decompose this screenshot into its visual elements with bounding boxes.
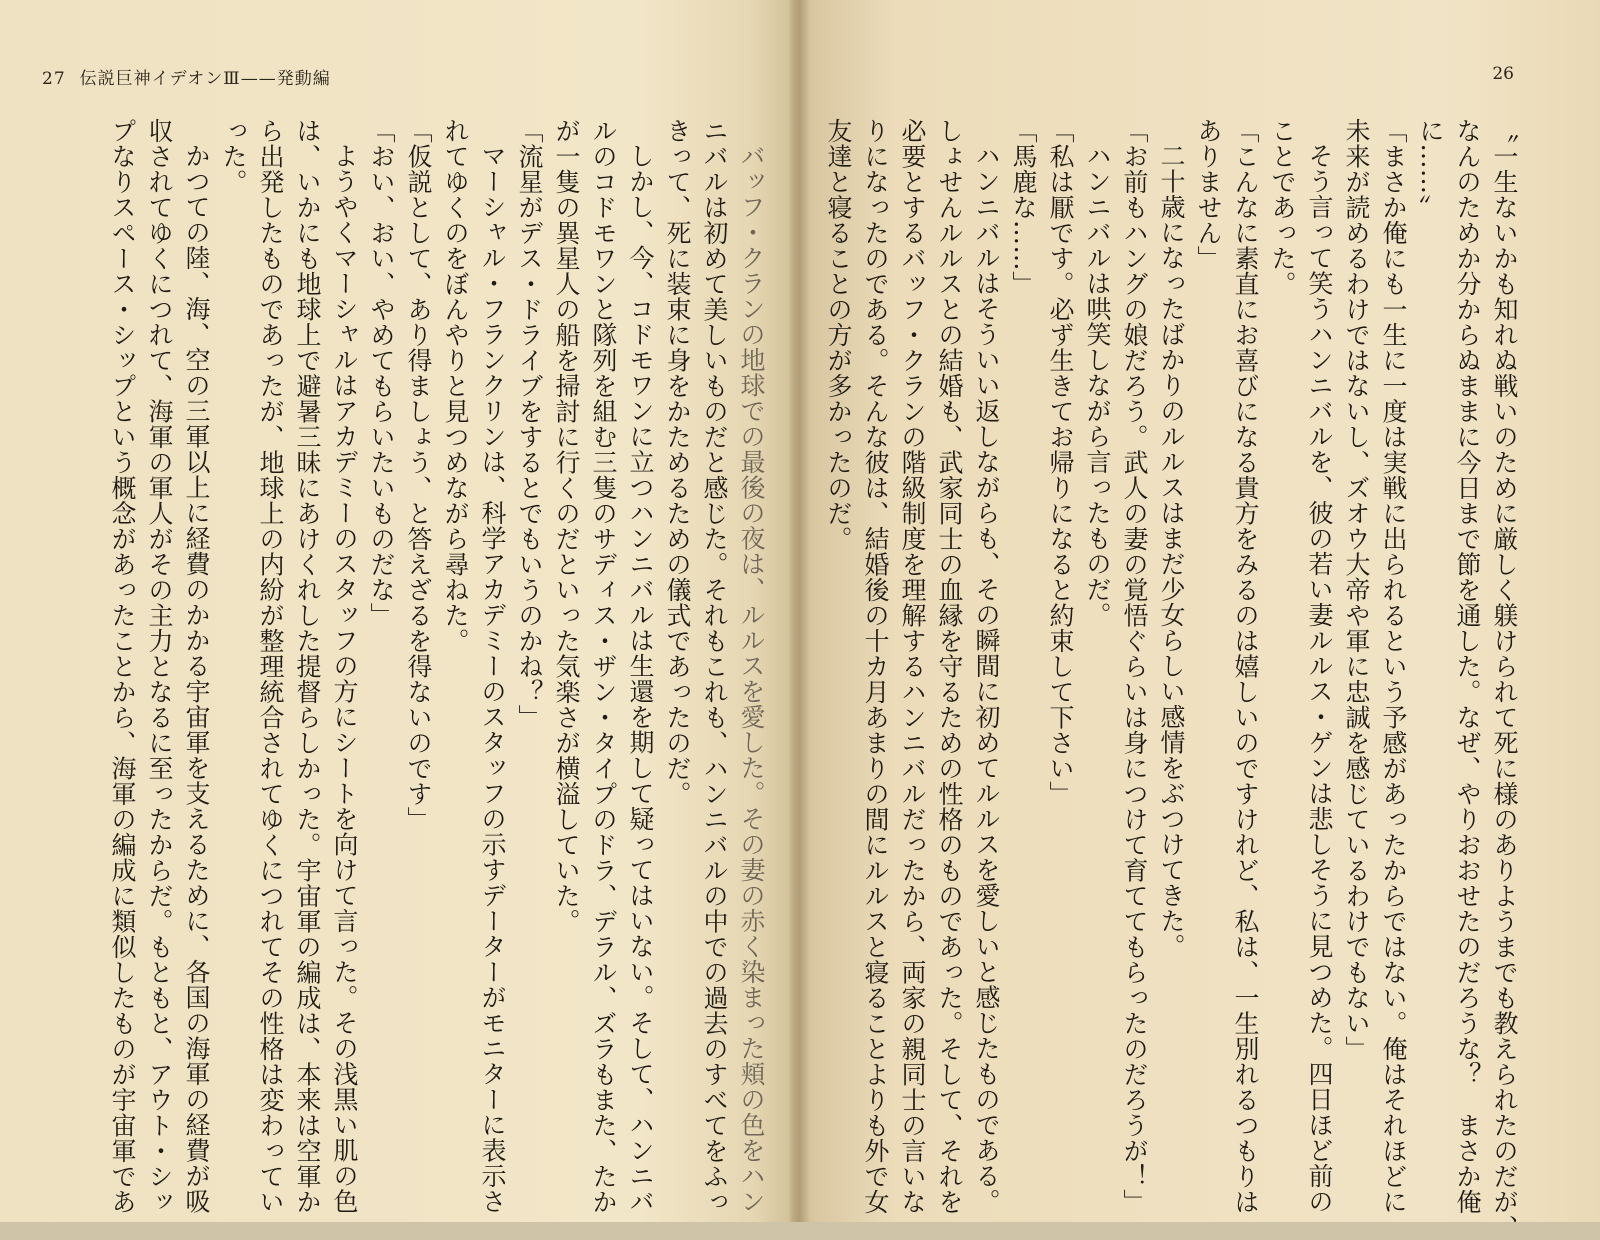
running-title: 伝説巨神イデオンⅢ——発動編 — [79, 69, 331, 89]
text-column: に……〟 — [1416, 118, 1445, 220]
text-column: そう言って笑うハンニバルを、彼の若い妻ルルス・ゲンは悲しそうに見つめた。四日ほど前の — [1305, 143, 1334, 1214]
text-column: りになったのである。そんな彼は、結婚後の十カ月あまりの間にルルスと寝ることよりも外で女 — [861, 118, 890, 1215]
text-column: 必要とするバッフ・クランの階級制度を理解するハンニバルだったから、両家の親同士の言いな — [898, 118, 927, 1215]
text-column: 収されてゆくにつれて、海軍の軍人がその主力となるに至ったからだ。もともと、アウト・シッ — [145, 118, 174, 1215]
text-column: ルのコドモワンと隊列を組む三隻のサディス・ザン・タイプのドラ、デラル、ズラもまた、たか — [589, 118, 618, 1215]
text-column: 友達と寝ることの方が多かったのだ。 — [824, 118, 853, 552]
text-column: 「流星がデス・ドライブをするとでもいうのかね？」 — [515, 118, 544, 730]
text-column: れてゆくのをぼんやりと見つめながら尋ねた。 — [441, 118, 470, 654]
running-header — [42, 64, 331, 89]
text-column: 「私は厭です。必ず生きてお帰りになると約束して下さい」 — [1046, 118, 1075, 807]
text-column: 「おい、おい、やめてもらいたいものだな」 — [367, 118, 396, 628]
text-column: かつての陸、海、空の三軍以上に経費のかかる宇宙軍を支えるために、各国の海軍の経費が吸 — [182, 143, 211, 1214]
text-column: きって、死に装束に身をかためるための儀式であったのだ。 — [663, 118, 692, 807]
text-column: 「こんなに素直にお喜びになる貴方をみるのは嬉しいのですけれど、私は、一生別れるつもりは — [1231, 118, 1260, 1215]
text-column: しかし、今、コドモワンに立つハンニバルは生還を期して疑ってはいない。そして、ハンニバ — [626, 143, 655, 1214]
text-column: ら出発したものであったが、地球上の内紛が整理統合されてゆくにつれてその性格は変わってい — [256, 118, 285, 1215]
text-column: 「馬鹿な……」 — [1009, 118, 1038, 297]
left-page-number: 27 — [42, 69, 66, 89]
text-column: 未来が読めるわけではないし、ズオウ大帝や軍に忠誠を感じているわけでもない」 — [1342, 118, 1371, 1062]
text-column: しょせんルルスとの結婚も、武家同士の血縁を守るための性格のものであった。そして、それを — [935, 118, 964, 1215]
text-column: マーシャル・フランクリンは、科学アカデミーのスタッフの示すデーターがモニターに表示さ — [478, 143, 507, 1214]
text-column: 二十歳になったばかりのルルスはまだ少女らしい感情をぶつけてきた。 — [1157, 143, 1186, 959]
text-column: なんのためか分からぬままに今日まで節を通した。なぜ、やりおおせたのだろうな？ まさか俺 — [1453, 118, 1482, 1215]
text-column: ハンニバルはそういい返しながらも、その瞬間に初めてルルスを愛しいと感じたものである。 — [972, 143, 1001, 1214]
left-page-body — [35, 118, 770, 1215]
left-page — [0, 0, 795, 1222]
text-column: は、いかにも地球上で避暑三昧にあけくれした提督らしかった。宇宙軍の編成は、本来は空軍か — [293, 118, 322, 1215]
text-column: 「お前もハングの娘だろう。武人の妻の覚悟ぐらいは身につけて育ててもらったのだろうが！」 — [1120, 118, 1149, 1215]
text-column: 〝一生ないかも知れぬ戦いのために厳しく躾けられて死に様のありようまでも教えられたのだが、 — [1490, 118, 1519, 1240]
text-column: ありません」 — [1194, 118, 1223, 271]
text-column: プなりスペース・シップという概念があったことから、海軍の編成に類似したものが宇宙軍であ — [108, 118, 137, 1215]
text-column: 「まさか俺にも一生に一度は実戦に出られるという予感があったからではない。俺はそれほどに — [1379, 118, 1408, 1215]
right-page-number: 26 — [1492, 64, 1514, 84]
text-column: ことであった。 — [1268, 118, 1297, 297]
text-column: 「仮説として、あり得ましょう、と答えざるを得ないのです」 — [404, 118, 433, 832]
text-column: ハンニバルは哄笑しながら言ったものだ。 — [1083, 143, 1112, 628]
text-column: が一隻の異星人の船を掃討に行くのだといった気楽さが横溢していた。 — [552, 118, 581, 934]
right-page-body — [824, 118, 1523, 1240]
text-column: ニバルは初めて美しいものだと感じた。それもこれも、ハンニバルの中での過去のすべてをふっ — [700, 118, 729, 1215]
text-column: った。 — [219, 118, 248, 195]
right-page — [805, 0, 1600, 1240]
text-column: バッフ・クランの地球での最後の夜は、ルルスを愛した。その妻の赤く染まった頬の色をハン — [737, 143, 766, 1214]
text-column: ようやくマーシャルはアカデミーのスタッフの方にシートを向けて言った。その浅黒い肌の色 — [330, 143, 359, 1214]
